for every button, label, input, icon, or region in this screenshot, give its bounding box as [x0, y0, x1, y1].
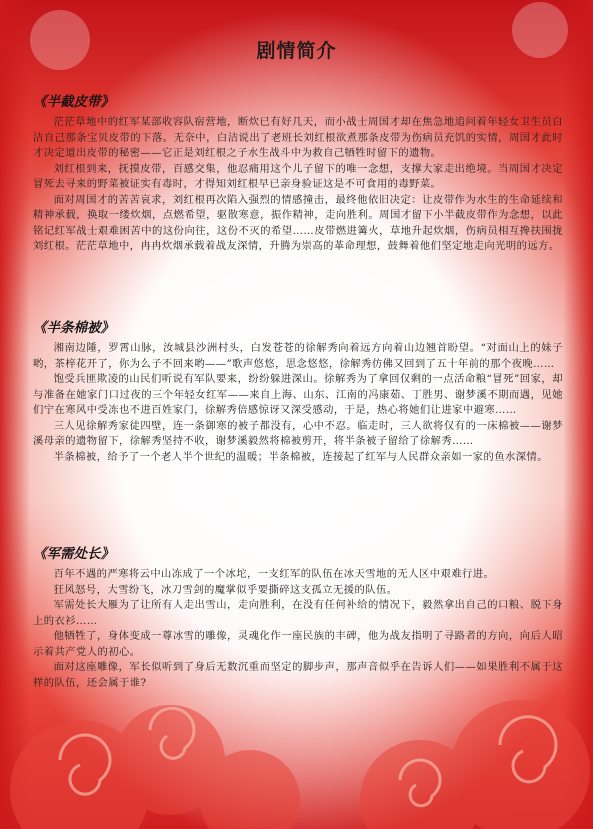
paragraph: 湘南边陲，罗霄山脉，汝城县沙洲村头，白发苍苍的徐解秀向着远方向着山边翘首盼望。“对面山上的妹子哟，茶梓花开了，你为么子不回来哟——”歌声悠悠，思念悠悠，徐解秀仿佛又回到了五十年前的那个夜晚……	[33, 342, 563, 370]
page-title: 剧情简介	[256, 40, 337, 62]
paragraph: 半条棉被，给予了一个老人半个世纪的温暖；半条棉被，连接起了红军与人民群众亲如一家的鱼水深情。	[53, 450, 548, 463]
section-half-belt	[33, 90, 563, 255]
section-heading: 《军需处长》	[33, 546, 114, 562]
paragraph: 面对周国才的苦苦哀求，刘红根再次陷入强烈的情感撞击，最终他依旧决定：让皮带作为水生的生命延续和精神承载，换取一缕炊烟，点燃希望，驱散寒意，振作精神，走向胜利。周国才留下小半截皮带作为念想，以此铭记红军战士艰难困苦中的这份向往，这份不灭的希望……皮带燃进篝火，草地升起炊烟，伤病员相互搀扶围拢刘红根。茫茫草地中，冉冉炊烟承载着战友深情，升腾为崇高的革命理想，鼓舞着他们坚定地走向光明的远方。	[33, 193, 563, 252]
section-heading: 《半条棉被》	[33, 320, 114, 336]
paragraph: 狂风怒号，大雪纷飞，冰刀雪剑的魔掌似乎要撕碎这支孤立无援的队伍。	[53, 583, 398, 596]
paragraph: 百年不遇的严寒将云中山冻成了一个冰坨，一支红军的队伍在冰天雪地的无人区中艰难行进。	[53, 568, 495, 580]
section-quartermaster	[33, 542, 563, 691]
paragraph: 他牺牲了，身体变成一尊冰雪的雕像，灵魂化作一座民族的丰碑，他为战友指明了寻路者的方向，向后人昭示着共产党人的初心。	[33, 630, 563, 658]
section-heading: 《半截皮带》	[33, 94, 114, 110]
paragraph: 茫茫草地中的红军某部收容队宿营地，断炊已有好几天，而小战士周国才却在焦急地追问着年轻女卫生员白洁自己那条宝贝皮带的下落。无奈中，白洁说出了老班长刘红根欲煮那条皮带为伤病员充饥的实情，周国才此时才决定道出皮带的秘密——它正是刘红根之子水生战斗中为救自己牺牲时留下的遗物。	[33, 116, 563, 159]
section-half-quilt	[33, 316, 563, 465]
left-red-edge	[0, 0, 30, 829]
paragraph: 刘红根到来，抚摸皮带，百感交集，他忍痛用这个儿子留下的唯一念想，支撑大家走出绝境。当周国才决定冒死去寻来的野菜被证实有毒时，才得知刘红根早已亲身验证这是不可食用的毒野菜。	[33, 162, 563, 190]
paragraph: 三人见徐解秀家徒四壁，连一条御寒的被子都没有，心中不忍。临走时，三人欲将仅有的一床棉被——谢梦溪母亲的遗物留下，徐解秀坚持不收，谢梦溪毅然将棉被剪开，将半条被子留给了徐解秀……	[33, 419, 563, 447]
paragraph: 面对这座雕像，军长似听到了身后无数沉重而坚定的脚步声，那声音似乎在告诉人们——如果胜利不属于这样的队伍，还会属于谁?	[33, 661, 563, 689]
paragraph: 饱受兵匪欺凌的山民们听说有军队要来，纷纷躲进深山。徐解秀为了拿回仅剩的一点活命粮“冒死”回家，却与准备在她家门口过夜的三个年轻女红军——来自上海、山东、江南的冯康茹、丁胜男、谢梦溪不期而遇，见她们宁在寒风中受冻也不进百姓家门，徐解秀倍感惊讶又深受感动，于是，热心将她们让进家中避寒……	[33, 373, 563, 416]
paragraph: 军需处长大雁为了让所有人走出雪山，走向胜利，在没有任何补给的情况下，毅然拿出自己的口粮、脱下身上的衣衫……	[33, 599, 563, 627]
right-red-edge	[563, 0, 593, 829]
